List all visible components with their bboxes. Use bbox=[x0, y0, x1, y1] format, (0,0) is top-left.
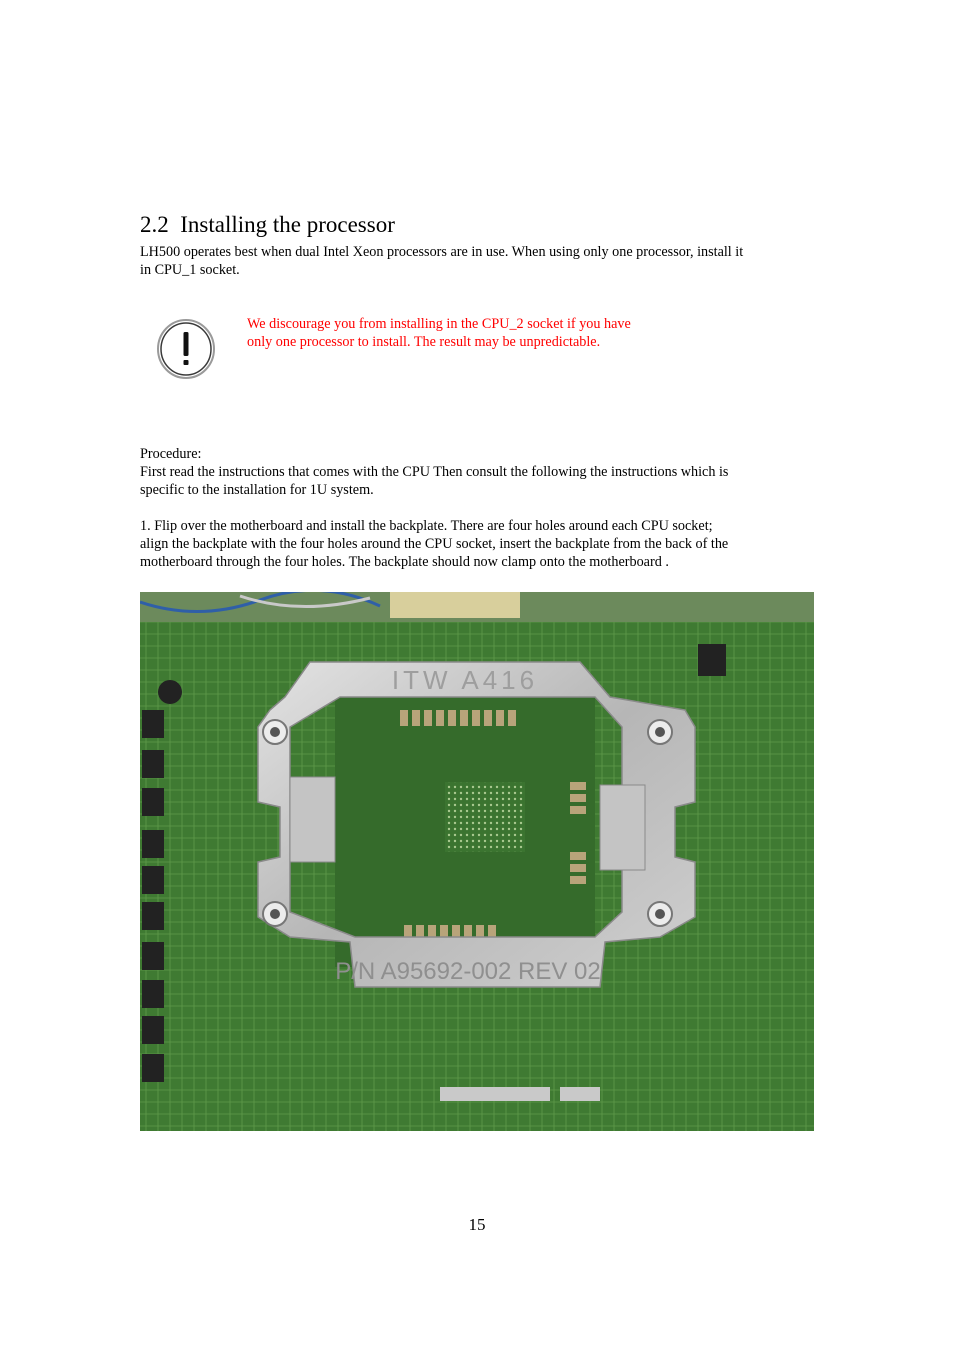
intro-line: LH500 operates best when dual Intel Xeon processors are in use. When using only one processor, install it bbox=[140, 244, 744, 260]
step-line: 1. Flip over the motherboard and install the backplate. There are four holes around each CPU socket; bbox=[140, 518, 713, 534]
procedure-line: specific to the installation for 1U system. bbox=[140, 482, 374, 499]
intro-line: in CPU_1 socket. bbox=[140, 262, 240, 279]
plate-top-marking: ITW A416 bbox=[391, 665, 539, 695]
step-1-paragraph bbox=[140, 517, 820, 572]
procedure-paragraph bbox=[140, 445, 820, 500]
section-title: Installing the processor bbox=[180, 212, 395, 237]
warning-note bbox=[247, 315, 717, 351]
section-heading bbox=[140, 210, 395, 240]
procedure-line: First read the instructions that comes with the CPU Then consult the following the instructions which is bbox=[140, 464, 729, 481]
procedure-label: Procedure: bbox=[140, 446, 202, 462]
warning-line: only one processor to install. The result may be unpredictable. bbox=[247, 334, 601, 351]
section-number: 2.2 bbox=[140, 212, 169, 237]
motherboard-backplate-photo bbox=[140, 592, 814, 1131]
exclamation-circle-icon bbox=[156, 318, 216, 380]
plate-bottom-marking: P/N A95692-002 REV 02 bbox=[335, 958, 601, 985]
step-line: motherboard through the four holes. The backplate should now clamp onto the motherboard . bbox=[140, 554, 669, 571]
warning-line: We discourage you from installing in the CPU_2 socket if you have bbox=[247, 316, 631, 332]
page-number: 15 bbox=[468, 1215, 486, 1234]
step-line: align the backplate with the four holes around the CPU socket, insert the backplate from the back of the bbox=[140, 536, 729, 553]
intro-paragraph bbox=[140, 243, 820, 279]
